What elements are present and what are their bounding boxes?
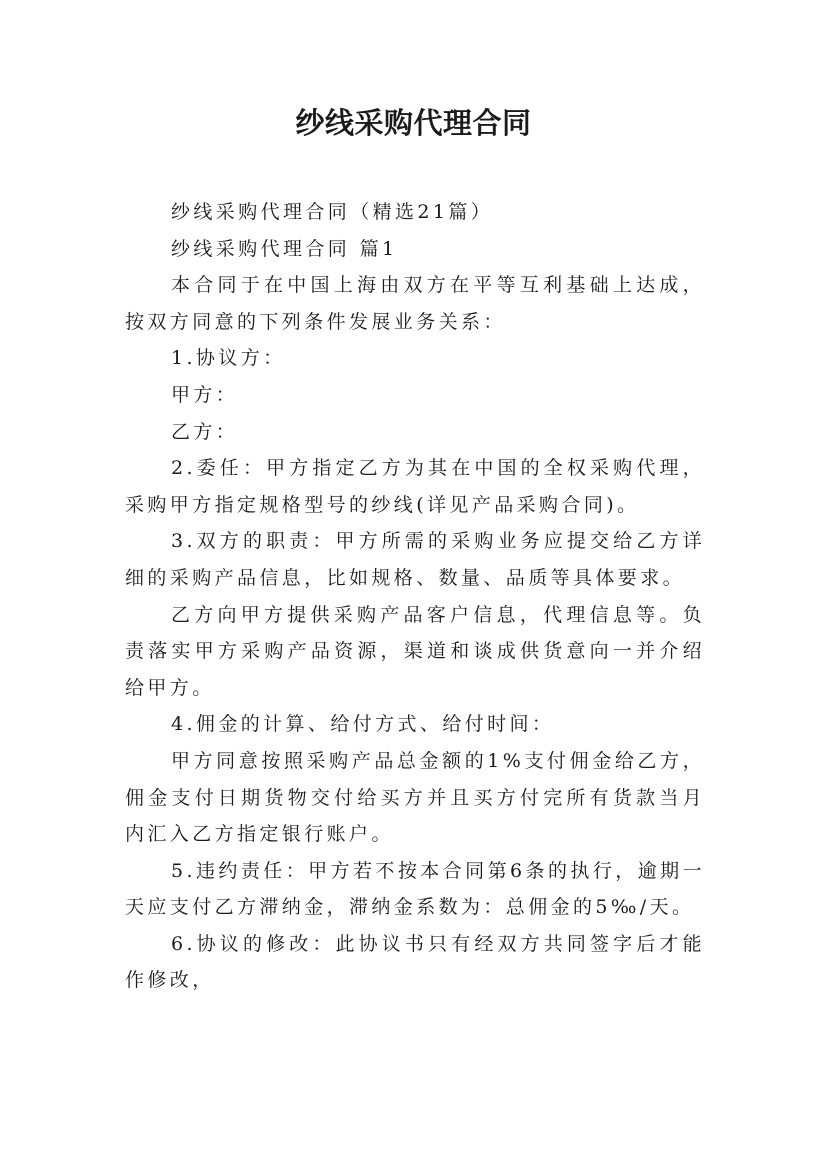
intro-paragraph: 本合同于在中国上海由双方在平等互利基础上达成，按双方同意的下列条件发展业务关系： <box>125 274 705 333</box>
clause-duties: 3.双方的职责：甲方所需的采购业务应提交给乙方详细的采购产品信息，比如规格、数量、品质等具体要求。 <box>125 530 705 589</box>
section-heading: 纱线采购代理合同 篇1 <box>171 237 398 260</box>
subtitle-paragraph: 纱线采购代理合同（精选21篇） <box>171 201 494 223</box>
clause-appointment: 2.委任：甲方指定乙方为其在中国的全权采购代理，采购甲方指定规格型号的纱线(详见产品采购合同)。 <box>125 457 705 516</box>
clause-liability: 5.违约责任：甲方若不按本合同第6条的执行，逾期一天应支付乙方滞纳金，滞纳金系数为：总佣金的5‰/天。 <box>125 859 705 919</box>
clause-parties: 1.协议方： <box>171 347 286 370</box>
document-body <box>125 194 705 999</box>
clause-duties-b: 乙方向甲方提供采购产品客户信息，代理信息等。负责落实甲方采购产品资源，渠道和谈成供货意向一并介绍给甲方。 <box>125 603 705 699</box>
party-b-line: 乙方： <box>171 420 239 443</box>
clause-modification: 6.协议的修改：此协议书只有经双方共同签字后才能作修改， <box>125 932 705 992</box>
clause-commission: 4.佣金的计算、给付方式、给付时间： <box>171 713 555 736</box>
party-a-line: 甲方： <box>171 383 239 406</box>
clause-commission-detail: 甲方同意按照采购产品总金额的1%支付佣金给乙方，佣金支付日期货物交付给买方并且买方付完所有货款当月内汇入乙方指定银行账户。 <box>125 749 705 846</box>
document-title: 纱线采购代理合同 <box>295 106 532 140</box>
